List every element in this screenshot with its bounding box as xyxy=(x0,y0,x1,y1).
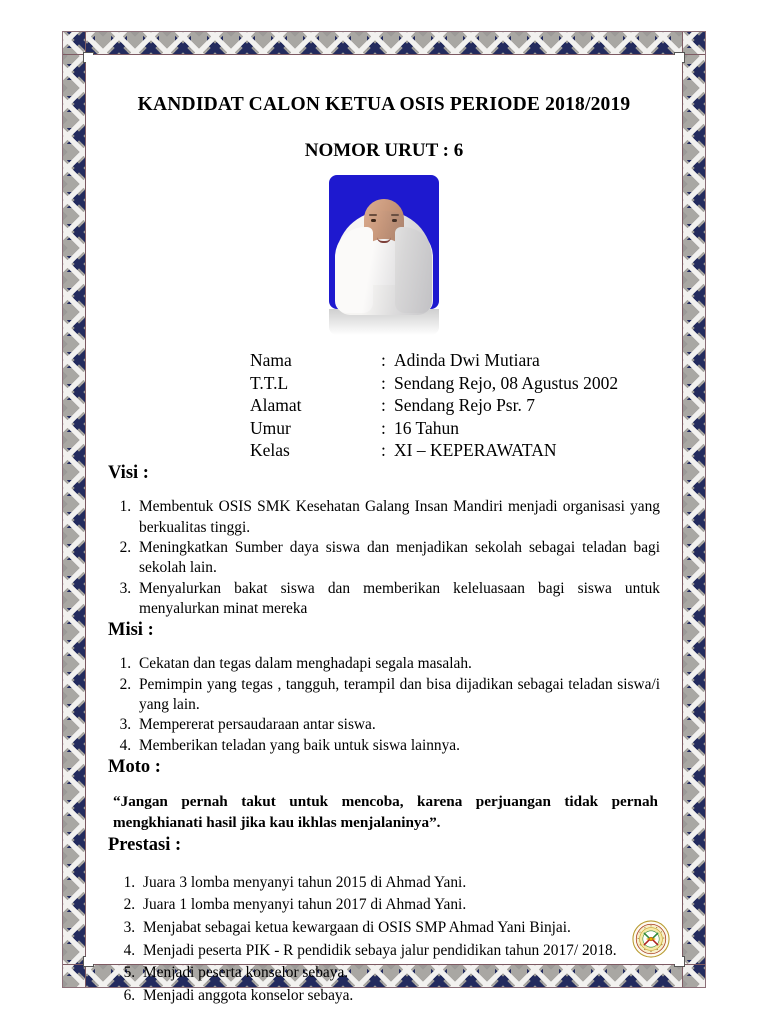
bio-colon: : xyxy=(381,372,386,393)
visi-list xyxy=(108,497,660,619)
list-item: 3. Menyalurkan bakat siswa dan memberikan keleluasaan bagi siswa untuk menyalurkan minat mereka xyxy=(135,579,660,620)
bio-colon: : xyxy=(381,440,386,461)
list-item: 4. Menjadi peserta PIK - R pendidik sebaya jalur pendidikan tahun 2017/ 2018. xyxy=(139,940,660,963)
list-item: 6. Menjadi anggota konselor sebaya. xyxy=(139,985,660,1008)
portrait-image xyxy=(329,175,439,309)
bio-row-umur xyxy=(250,417,660,440)
frame-band-top xyxy=(63,32,705,54)
list-item: 4. Memberikan teladan yang baik untuk siswa lainnya. xyxy=(135,736,660,756)
bio-label: Alamat xyxy=(250,395,302,416)
page-content-area xyxy=(86,55,682,1004)
section-heading-visi: Visi : xyxy=(108,463,149,483)
frame-band-left xyxy=(63,32,85,987)
bio-row-alamat xyxy=(250,394,660,417)
list-item: 3. Mempererat persaudaraan antar siswa. xyxy=(135,715,660,735)
hijab-shading xyxy=(336,211,432,315)
page-title: KANDIDAT CALON KETUA OSIS PERIODE 2018/2019 xyxy=(137,94,631,115)
list-item: 2. Meningkatkan Sumber daya siswa dan menjadikan sekolah sebagai teladan bagi sekolah lain. xyxy=(135,538,660,579)
bio-colon: : xyxy=(381,350,386,371)
frame-band-right xyxy=(683,32,705,987)
bio-row-nama xyxy=(250,349,660,372)
bio-label: Kelas xyxy=(250,440,290,461)
section-heading-misi: Misi : xyxy=(108,620,154,641)
frame-hairline-right xyxy=(682,32,683,987)
bio-colon: : xyxy=(381,395,386,416)
moto-text: “Jangan pernah takut untuk mencoba, karena perjuangan tidak pernah mengkhianati hasil jika kau ikhlas menjalaninya”. xyxy=(113,793,658,831)
bio-label: T.T.L xyxy=(250,372,289,393)
bio-value: Adinda Dwi Mutiara xyxy=(394,350,540,371)
bio-label: Umur xyxy=(250,417,291,438)
bio-value: Sendang Rejo Psr. 7 xyxy=(394,395,535,416)
misi-list xyxy=(108,654,660,756)
list-item: 1. Juara 3 lomba menyanyi tahun 2015 di Ahmad Yani. xyxy=(139,872,660,895)
decorative-frame xyxy=(62,31,706,1004)
bio-row-kelas xyxy=(250,439,660,462)
bio-label: Nama xyxy=(250,350,292,371)
bio-value: 16 Tahun xyxy=(394,417,460,438)
list-item: 5. Menjadi peserta konselor sebaya. xyxy=(139,962,660,985)
list-item: 1. Membentuk OSIS SMK Kesehatan Galang Insan Mandiri menjadi organisasi yang berkualitas tinggi. xyxy=(135,497,660,538)
bio-row-ttl xyxy=(250,372,660,395)
section-heading-prestasi: Prestasi : xyxy=(108,834,182,855)
list-item: 2. Juara 1 lomba menyanyi tahun 2017 di Ahmad Yani. xyxy=(139,894,660,917)
prestasi-list xyxy=(108,872,660,1008)
organization-seal-icon xyxy=(632,920,670,958)
candidate-bio-table xyxy=(108,349,660,462)
bio-value: Sendang Rejo, 08 Agustus 2002 xyxy=(394,372,619,393)
list-item: 1. Cekatan dan tegas dalam menghadapi segala masalah. xyxy=(135,654,660,674)
bio-colon: : xyxy=(381,417,386,438)
candidate-photo xyxy=(329,175,439,335)
bio-value: XI – KEPERAWATAN xyxy=(394,440,557,461)
list-item: 3. Menjabat sebagai ketua kewargaan di OSIS SMP Ahmad Yani Binjai. xyxy=(139,917,660,940)
section-heading-moto: Moto : xyxy=(108,756,161,777)
list-item: 2. Pemimpin yang tegas , tangguh, terampil dan bisa dijadikan sebagai teladan siswa/i yang lain. xyxy=(135,675,660,716)
candidate-number: NOMOR URUT : 6 xyxy=(304,140,464,162)
